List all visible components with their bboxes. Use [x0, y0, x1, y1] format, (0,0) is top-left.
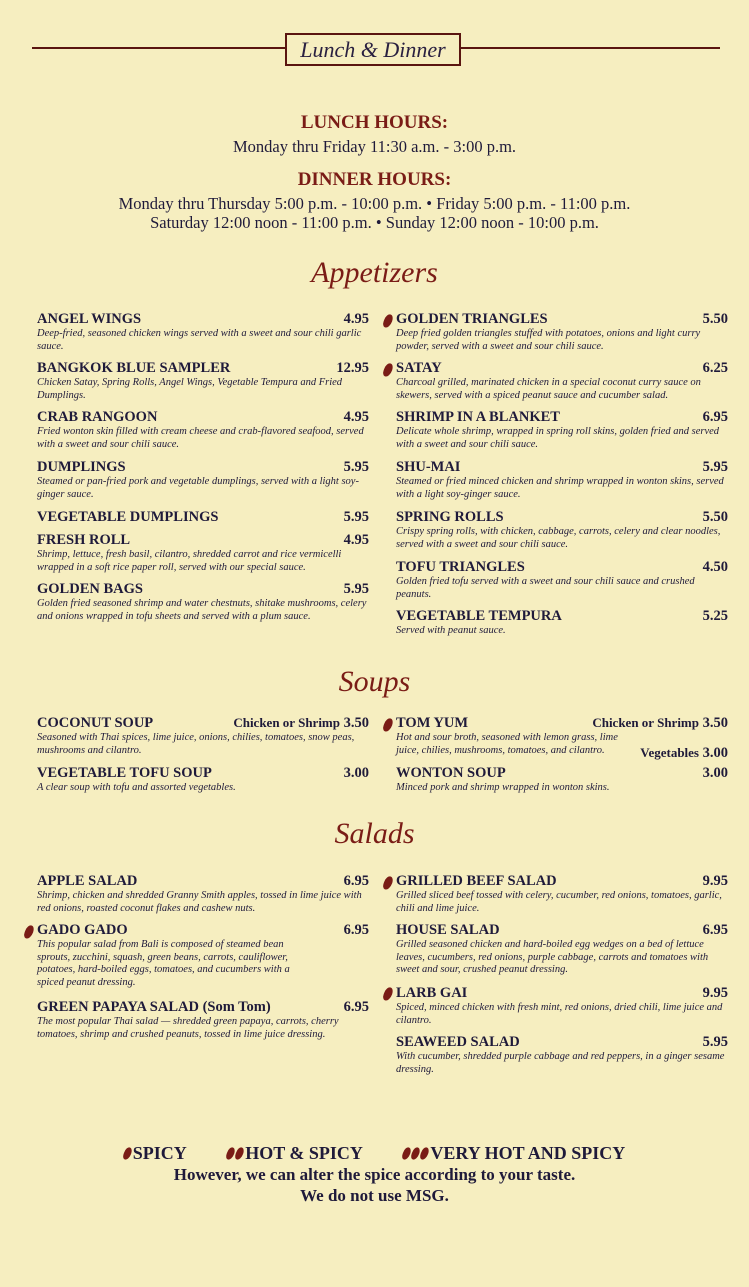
chili-pepper-icon	[234, 1146, 245, 1161]
item-price: 3.50	[343, 715, 369, 731]
item-description: Seasoned with Thai spices, lime juice, onions, chilies, tomatoes, snow peas, mushrooms and cilantro.	[37, 732, 355, 756]
item-price: 6.95	[343, 873, 369, 889]
item-name: FRESH ROLL	[37, 532, 131, 548]
menu-item-green-papaya-salad	[37, 999, 369, 1041]
item-price: 5.25	[702, 608, 728, 624]
spice-legend	[0, 1143, 749, 1164]
item-price: 3.00	[343, 765, 369, 781]
item-price: 12.95	[336, 360, 369, 376]
item-name: GOLDEN BAGS	[37, 581, 143, 597]
chili-pepper-icon	[419, 1146, 430, 1161]
item-description: Golden fried seasoned shrimp and water chestnuts, shitake mushrooms, celery and onions wrapped in tofu sheets and served with a plum sauce.	[37, 598, 367, 622]
item-description: Chicken Satay, Spring Rolls, Angel Wings, Vegetable Tempura and Fried Dumplings.	[37, 377, 343, 401]
menu-item-dumplings	[37, 459, 369, 501]
menu-item-coconut-soup	[37, 715, 369, 757]
item-price: 5.95	[343, 509, 369, 525]
legend-hot-spicy-label: HOT & SPICY	[245, 1143, 363, 1163]
item-description: Minced pork and shrimp wrapped in wonton skins.	[396, 782, 610, 793]
header-rule-left	[32, 47, 285, 49]
item-name: TOFU TRIANGLES	[396, 559, 525, 575]
footer-msg-note: We do not use MSG.	[300, 1186, 449, 1205]
menu-item-shrimp-in-a-blanket	[396, 409, 728, 451]
item-description: Hot and sour broth, seasoned with lemon grass, lime juice, chilies, mushrooms, tomatoes, and cilantro.	[396, 732, 618, 756]
legend-spicy	[124, 1143, 187, 1163]
item-name: CRAB RANGOON	[37, 409, 158, 425]
item-price: 6.95	[702, 922, 728, 938]
salads-title: Salads	[334, 817, 415, 850]
menu-item-seaweed-salad	[396, 1034, 728, 1076]
chili-pepper-icon	[23, 924, 35, 940]
item-name: SHRIMP IN A BLANKET	[396, 409, 560, 425]
item-name: VEGETABLE TEMPURA	[396, 608, 562, 624]
page-title: Lunch & Dinner	[285, 33, 461, 66]
item-description: Deep fried golden triangles stuffed with potatoes, onions and light curry powder, served with a sweet and sour chili sauce.	[396, 328, 701, 352]
lunch-hours-text: Monday thru Friday 11:30 a.m. - 3:00 p.m.	[232, 137, 517, 156]
item-price: 9.95	[702, 873, 728, 889]
item-option-vegetables: Vegetables	[640, 745, 699, 760]
legend-hot-spicy	[227, 1143, 363, 1163]
chili-pepper-icon	[382, 362, 394, 378]
menu-item-apple-salad	[37, 873, 369, 915]
item-description: Golden fried tofu served with a sweet and sour chili sauce and crushed peanuts.	[396, 576, 695, 600]
menu-item-vegetable-tofu-soup	[37, 765, 369, 795]
menu-item-golden-triangles	[396, 311, 728, 353]
menu-item-spring-rolls	[396, 509, 728, 551]
item-price-vegetables: 3.00	[702, 745, 728, 761]
menu-item-wonton-soup	[396, 765, 728, 795]
menu-item-tom-yum	[396, 715, 728, 761]
item-price: 3.50	[702, 715, 728, 731]
item-description: Steamed or pan-fried pork and vegetable dumplings, served with a light soy-ginger sauce.	[37, 476, 359, 500]
legend-very-hot-label: VERY HOT AND SPICY	[430, 1143, 626, 1163]
chili-pepper-icon	[382, 986, 394, 1002]
soups-title: Soups	[338, 665, 411, 698]
menu-item-golden-bags	[37, 581, 369, 623]
item-name: TOM YUM	[396, 715, 469, 731]
item-name: GADO GADO	[37, 922, 128, 938]
item-price: 4.50	[702, 559, 728, 575]
item-price: 5.95	[702, 459, 728, 475]
item-description: Shrimp, chicken and shredded Granny Smith apples, tossed in lime juice with red onions, roasted coconut flakes and cashew nuts.	[37, 890, 362, 914]
item-price: 5.95	[343, 459, 369, 475]
item-description: With cucumber, shredded purple cabbage and red peppers, in a ginger sesame dressing.	[396, 1051, 725, 1075]
item-description: Steamed or fried minced chicken and shrimp wrapped in wonton skins, served with a light soy-ginger sauce.	[396, 476, 724, 500]
item-price: 4.95	[343, 409, 369, 425]
menu-item-larb-gai	[396, 985, 728, 1027]
item-name: GOLDEN TRIANGLES	[396, 311, 548, 327]
item-price: 5.50	[702, 509, 728, 525]
item-price: 6.25	[702, 360, 728, 376]
item-description: This popular salad from Bali is composed of steamed bean sprouts, zucchini, squash, green beans, carrots, cauliflower, potatoes, hard-boiled eggs, tomatoes, and cucumbers with a spiced peanut dressing.	[37, 939, 290, 988]
menu-item-crab-rangoon	[37, 409, 369, 451]
item-name: APPLE SALAD	[37, 873, 138, 889]
menu-item-gado-gado	[37, 922, 369, 989]
chili-pepper-icon	[122, 1146, 133, 1161]
item-price: 6.95	[343, 999, 369, 1015]
menu-item-angel-wings	[37, 311, 369, 353]
menu-item-grilled-beef-salad	[396, 873, 728, 915]
legend-spicy-label: SPICY	[132, 1143, 187, 1163]
dinner-hours-line-1: Monday thru Thursday 5:00 p.m. - 10:00 p.m. • Friday 5:00 p.m. - 11:00 p.m.	[118, 194, 631, 213]
item-description: Shrimp, lettuce, fresh basil, cilantro, shredded carrot and rice vermicelli wrapped in a soft rice paper roll, served with our special sauce.	[37, 549, 342, 573]
item-price: 4.95	[343, 532, 369, 548]
dinner-hours-title: DINNER HOURS:	[297, 169, 452, 190]
item-name: GREEN PAPAYA SALAD (Som Tom)	[37, 999, 271, 1015]
item-price: 5.50	[702, 311, 728, 327]
legend-very-hot	[403, 1143, 625, 1163]
item-name: VEGETABLE TOFU SOUP	[37, 765, 212, 781]
menu-item-house-salad	[396, 922, 728, 977]
item-name: HOUSE SALAD	[396, 922, 500, 938]
item-price: 9.95	[702, 985, 728, 1001]
item-description: Grilled seasoned chicken and hard-boiled egg wedges on a bed of lettuce leaves, cucumbers, red onions, purple cabbage, carrots and tomatoes with sweet and sour, crushed peanut dressing.	[396, 939, 709, 975]
item-option: Chicken or Shrimp	[592, 715, 699, 730]
item-name: SEAWEED SALAD	[396, 1034, 520, 1050]
chili-pepper-icon	[382, 313, 394, 329]
item-description: Crispy spring rolls, with chicken, cabbage, carrots, celery and clear noodles, served with a sweet and sour chili sauce.	[396, 526, 721, 550]
item-name: WONTON SOUP	[396, 765, 506, 781]
item-name: VEGETABLE DUMPLINGS	[37, 509, 219, 525]
item-name: GRILLED BEEF SALAD	[396, 873, 557, 889]
item-name: COCONUT SOUP	[37, 715, 154, 731]
chili-pepper-icon	[382, 717, 394, 733]
item-description: A clear soup with tofu and assorted vegetables.	[37, 782, 236, 793]
item-name: SHU-MAI	[396, 459, 461, 475]
item-description: Delicate whole shrimp, wrapped in spring roll skins, golden fried and served with a sweet and sour chili sauce.	[396, 426, 720, 450]
menu-item-satay	[396, 360, 728, 402]
item-description: Spiced, minced chicken with fresh mint, red onions, dried chili, lime juice and cilantro.	[396, 1002, 723, 1026]
header-rule-right	[461, 47, 720, 49]
item-description: Charcoal grilled, marinated chicken in a special coconut curry sauce on skewers, served with a spiced peanut sauce and cucumber salad.	[396, 377, 701, 401]
item-price: 5.95	[702, 1034, 728, 1050]
item-price: 5.95	[343, 581, 369, 597]
menu-item-tofu-triangles	[396, 559, 728, 601]
item-name: BANGKOK BLUE SAMPLER	[37, 360, 231, 376]
item-name: ANGEL WINGS	[37, 311, 142, 327]
item-price: 3.00	[702, 765, 728, 781]
item-description: Served with peanut sauce.	[396, 625, 506, 636]
menu-item-bangkok-blue-sampler	[37, 360, 369, 402]
menu-item-vegetable-tempura	[396, 608, 728, 638]
item-name: LARB GAI	[396, 985, 468, 1001]
item-price: 6.95	[343, 922, 369, 938]
footer-spice-note: However, we can alter the spice according to your taste.	[173, 1165, 576, 1184]
menu-item-shu-mai	[396, 459, 728, 501]
item-description: Fried wonton skin filled with cream cheese and crab-flavored seafood, served with a sweet and sour chili sauce.	[37, 426, 364, 450]
item-description: Grilled sliced beef tossed with celery, cucumber, red onions, tomatoes, garlic, chili and lime juice.	[396, 890, 722, 914]
lunch-hours-title: LUNCH HOURS:	[300, 112, 449, 133]
menu-item-vegetable-dumplings	[37, 509, 369, 526]
item-name: DUMPLINGS	[37, 459, 126, 475]
dinner-hours-line-2: Saturday 12:00 noon - 11:00 p.m. • Sunday 12:00 noon - 10:00 p.m.	[150, 213, 599, 232]
menu-item-fresh-roll	[37, 532, 369, 574]
item-price: 6.95	[702, 409, 728, 425]
appetizers-title: Appetizers	[311, 256, 438, 289]
item-option: Chicken or Shrimp	[233, 715, 340, 730]
item-description: Deep-fried, seasoned chicken wings served with a sweet and sour chili garlic sauce.	[37, 328, 362, 352]
item-name: SATAY	[396, 360, 442, 376]
item-price: 4.95	[343, 311, 369, 327]
chili-pepper-icon	[382, 875, 394, 891]
item-name: SPRING ROLLS	[396, 509, 504, 525]
item-description: The most popular Thai salad — shredded green papaya, carrots, cherry tomatoes, shrimp and crushed peanuts, tossed in lime juice dressing.	[37, 1016, 339, 1040]
